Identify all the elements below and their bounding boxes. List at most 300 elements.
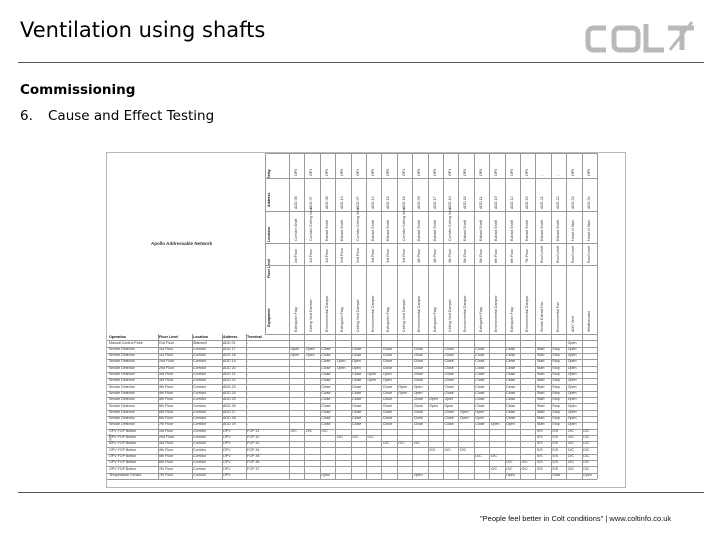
row-location: Corridor <box>193 384 206 389</box>
effect-cell: Close <box>382 403 393 408</box>
column-location: Corridor Ceiling Void <box>355 208 360 241</box>
row-location: Corridor <box>193 372 206 376</box>
column-location: Extract Shaft <box>525 220 529 241</box>
effect-cell: Stop <box>552 384 560 389</box>
row-address: ADD 27 <box>223 409 236 414</box>
effect-cell: Close <box>475 390 485 395</box>
effect-cell: O/C <box>336 435 344 439</box>
row-location: Corridor <box>193 435 206 439</box>
effect-cell: Close <box>506 403 516 408</box>
effect-cell: Close <box>352 384 362 389</box>
effect-cell: Start <box>536 365 545 370</box>
row-floor: 2nd Floor <box>159 435 175 439</box>
effect-cell: O/C <box>459 447 467 452</box>
grid-line-v <box>535 153 536 479</box>
grid-line-v <box>505 153 506 479</box>
effect-cell: Stop <box>552 372 560 376</box>
column-floor: 3rd Floor <box>386 248 391 263</box>
column-relay: OP0 <box>478 168 483 176</box>
effect-cell: Close <box>352 346 362 351</box>
effect-cell: S/S <box>536 460 543 465</box>
effect-cell: Close <box>382 346 393 351</box>
effect-cell: Close <box>321 384 331 389</box>
effect-cell: O/C <box>398 441 405 446</box>
effect-cell: Open <box>567 340 577 345</box>
effect-cell: S/S <box>536 466 543 471</box>
effect-cell: Open <box>429 397 438 402</box>
effect-cell: Open <box>321 472 331 477</box>
row-address: ADD 28 <box>223 416 236 421</box>
column-equipment: Extinguish Flag <box>478 307 483 332</box>
grid-line-v <box>366 153 367 479</box>
section-item <box>20 108 214 124</box>
row-header-label: Operation <box>109 334 126 339</box>
column-location: Extract Shaft <box>324 220 329 241</box>
effect-cell: Start <box>536 403 545 408</box>
effect-cell: Close <box>475 397 485 402</box>
effect-cell: O/C <box>567 447 575 452</box>
effect-cell: O/C <box>583 453 590 458</box>
column-address: ADD 15 <box>386 196 391 209</box>
effect-cell: Close <box>321 378 331 383</box>
effect-cell: Close <box>444 346 454 351</box>
column-relay: OP0 <box>294 168 298 176</box>
grid-line-v <box>489 153 490 479</box>
row-address: ADD 01 <box>223 340 236 345</box>
column-equipment: Ceiling Void Damper <box>401 299 406 332</box>
column-location: Corridor Ceiling Void <box>309 208 314 241</box>
effect-cell: Close <box>352 390 362 395</box>
column-address: ADD 19 <box>494 196 499 209</box>
grid-line-v <box>351 153 352 479</box>
effect-cell: Start <box>536 397 545 402</box>
row-location: Corridor <box>193 397 206 402</box>
row-floor: 3rd Floor <box>159 378 174 383</box>
legend-label: Legend <box>108 433 112 444</box>
effect-cell: Open <box>567 390 577 395</box>
row-operation: Smoke Detector <box>109 353 135 358</box>
row-address: ADD 25 <box>223 397 236 402</box>
effect-cell: Close <box>506 416 516 421</box>
grid-line-v <box>222 334 223 479</box>
row-floor: 7th Floor <box>159 422 174 427</box>
column-location: Corridor Ceiling Void <box>448 208 452 241</box>
effect-cell: Open <box>367 372 377 376</box>
grid-line-h <box>265 243 597 244</box>
row-address: ADD 29 <box>223 422 236 427</box>
effect-cell: O/C <box>521 466 528 471</box>
grid-line-h <box>107 473 597 474</box>
row-operation: Smoke Detector <box>109 422 135 427</box>
effect-cell: Stop <box>552 365 560 370</box>
column-address: ADD 10 <box>448 196 452 209</box>
row-operation: OPV FOP Button <box>109 441 137 446</box>
effect-cell: Close <box>506 359 516 364</box>
effect-cell: Close <box>506 365 516 370</box>
effect-cell: O/C <box>490 453 498 458</box>
effect-cell: Close <box>352 403 362 408</box>
effect-cell: Stop <box>552 403 560 408</box>
effect-cell: O/C <box>429 447 436 452</box>
column-address: ADD 20 <box>525 196 529 209</box>
column-location: Extract Shaft <box>417 220 422 241</box>
effect-cell: Close <box>382 416 393 421</box>
row-operation: Manual Control Point <box>109 340 143 345</box>
column-relay: OP1 <box>309 168 314 176</box>
row-floor: 6th Floor <box>159 460 174 465</box>
effect-cell: Close <box>352 372 362 376</box>
column-floor: 4th Floor <box>432 248 437 263</box>
effect-cell: O/C <box>413 441 421 446</box>
column-location: Head of Stair <box>586 220 591 241</box>
effect-cell: Close <box>413 378 423 383</box>
effect-cell: O/C <box>567 435 575 439</box>
row-floor: 2nd Floor <box>159 365 175 370</box>
column-address: ADD 17 <box>432 196 437 209</box>
row-address: ADD 26 <box>223 403 236 408</box>
effect-cell: Close <box>321 359 331 364</box>
column-address: ADD 06 <box>294 196 298 209</box>
effect-cell: O/C <box>490 466 498 471</box>
column-relay: OP0 <box>586 168 591 176</box>
column-equipment: Extinguish Flag <box>294 307 298 332</box>
grid-line-v <box>412 153 413 479</box>
effect-cell: Close <box>413 372 423 376</box>
row-operation: Smoke Detector <box>109 409 135 414</box>
effect-cell: Close <box>413 397 423 402</box>
row-address: OPV <box>223 466 231 471</box>
column-floor: 1st Floor <box>294 249 298 263</box>
effect-cell: Close <box>413 346 423 351</box>
row-terminal: - <box>247 409 249 414</box>
column-equipment: Environmental Damper <box>494 295 499 332</box>
column-floor: 1st Floor <box>309 249 314 263</box>
effect-cell: O/C <box>583 447 590 452</box>
row-terminal: - <box>247 353 249 358</box>
effect-cell: Open <box>398 390 408 395</box>
effect-cell: Close <box>382 397 393 402</box>
row-location: Corridor <box>193 447 206 452</box>
cause-effect-table <box>106 152 626 488</box>
effect-cell: Close <box>382 409 393 414</box>
effect-cell: Close <box>444 359 454 364</box>
effect-cell: Open <box>567 384 577 389</box>
column-equipment: AOV Vent <box>571 316 576 332</box>
effect-cell: O/C <box>444 447 451 452</box>
row-address: ADD 21 <box>223 372 236 376</box>
row-floor: 5th Floor <box>159 453 174 458</box>
row-floor: 7th Floor <box>159 472 174 477</box>
grid-line-v <box>520 153 521 479</box>
column-location: Extract Shaft <box>371 220 375 241</box>
effect-cell: Open <box>506 422 515 427</box>
effect-cell: Open <box>444 397 454 402</box>
effect-cell: O/C <box>367 435 374 439</box>
grid-line-h <box>265 334 597 335</box>
row-location: Corridor <box>193 378 206 383</box>
row-operation: Smoke Detector <box>109 346 135 351</box>
effect-cell: S/S <box>552 441 559 446</box>
column-address: ADD 22 <box>555 196 560 209</box>
effect-cell: Close <box>382 359 393 364</box>
effect-cell: Close <box>413 403 423 408</box>
column-equipment: Ceiling Void Damper <box>309 299 314 332</box>
row-address: OPV <box>223 472 231 477</box>
column-relay: OP0 <box>417 168 422 176</box>
column-address: ADD 07 <box>309 196 314 209</box>
effect-cell: Close <box>352 397 362 402</box>
effect-cell: Close <box>444 409 454 414</box>
row-location: Corridor <box>193 416 206 421</box>
effect-cell: Open <box>567 365 577 370</box>
effect-cell: Close <box>444 365 454 370</box>
column-floor: 6th Floor <box>494 248 499 263</box>
column-location: Corridor Ceiling Void <box>401 208 406 241</box>
effect-cell: Close <box>475 384 485 389</box>
column-address: ADD 07 <box>355 196 360 209</box>
effect-cell: O/C <box>583 428 590 433</box>
row-floor: 2nd Floor <box>159 359 175 364</box>
grid-line-v <box>397 153 398 479</box>
row-floor: 6th Floor <box>159 416 174 421</box>
row-location: Corridor <box>193 359 206 364</box>
column-equipment: Weathervane <box>586 310 591 332</box>
effect-cell: Close <box>475 353 485 358</box>
effect-cell: Start <box>536 353 545 358</box>
column-floor: 3rd Floor <box>371 248 375 263</box>
page-title: Ventilation using shafts <box>20 18 266 42</box>
effect-cell: Open <box>429 403 438 408</box>
column-location: Extract Shaft <box>509 220 514 241</box>
effect-cell: Close <box>321 409 331 414</box>
effect-cell: Close <box>444 353 454 358</box>
row-location: Corridor <box>193 403 206 408</box>
effect-cell: O/C <box>567 466 575 471</box>
effect-cell: Stop <box>552 359 560 364</box>
row-floor: 4th Floor <box>159 390 174 395</box>
grid-line-v <box>320 153 321 479</box>
effect-cell: Close <box>475 346 485 351</box>
row-operation: Temperature Sensor <box>109 472 142 477</box>
effect-cell: Close <box>321 372 331 376</box>
grid-line-h <box>107 454 597 455</box>
row-operation: Smoke Detector <box>109 384 135 389</box>
column-address: ADD 12 <box>509 196 514 209</box>
effect-cell: Open <box>398 384 408 389</box>
column-location: Extract Shaft <box>386 220 391 241</box>
grid-line-h <box>107 340 597 341</box>
row-terminal: - <box>247 378 249 383</box>
effect-cell: Close <box>321 353 331 358</box>
item-number: 6. <box>20 108 33 124</box>
row-terminal: FOP 37 <box>247 466 260 471</box>
effect-cell: O/C <box>290 428 297 433</box>
column-floor: 5th Floor <box>478 248 483 263</box>
row-address: OPV <box>223 453 231 458</box>
row-location: Corridor <box>193 365 206 370</box>
effect-cell: Close <box>506 409 516 414</box>
effect-cell: S/S <box>552 447 559 452</box>
effect-cell: Close <box>321 416 331 421</box>
row-floor: 7th Floor <box>159 466 174 471</box>
row-address: ADD 22 <box>223 378 236 383</box>
row-operation: Smoke Detector <box>109 365 135 370</box>
effect-cell: Open <box>567 416 577 421</box>
effect-cell: O/C <box>583 441 590 446</box>
effect-cell: S/S <box>536 447 543 452</box>
grid-line-v <box>304 153 305 479</box>
row-address: ADD 23 <box>223 384 236 389</box>
effect-cell: O/C <box>567 460 575 465</box>
header-label: Floor Level <box>267 258 271 278</box>
grid-line-v <box>158 334 159 479</box>
row-terminal: - <box>247 346 249 351</box>
effect-cell: Close <box>352 353 362 358</box>
effect-cell: Close <box>413 422 423 427</box>
column-relay: OP0 <box>509 168 514 176</box>
column-relay: OP1 <box>355 168 360 176</box>
row-operation: OPV FOP Button <box>109 435 137 439</box>
grid-line-h <box>265 153 597 154</box>
effect-cell: Stop <box>552 416 560 421</box>
effect-cell: Close <box>444 422 454 427</box>
column-floor: 2nd Floor <box>355 247 360 263</box>
effect-cell: Open <box>352 365 361 370</box>
row-address: OPV <box>223 447 231 452</box>
row-terminal: - <box>247 359 249 364</box>
row-terminal: FOP 32 <box>247 435 260 439</box>
effect-cell: O/C <box>382 441 390 446</box>
effect-cell: Open <box>583 472 592 477</box>
effect-cell: Close <box>475 372 485 376</box>
column-floor: Roof Level <box>555 245 560 263</box>
effect-cell: Stop <box>552 390 560 395</box>
effect-cell: Open <box>490 422 500 427</box>
effect-cell: Open <box>336 359 346 364</box>
row-floor: 1st Floor <box>159 346 173 351</box>
effect-cell: S/S <box>536 428 543 433</box>
item-text: Cause and Effect Testing <box>48 108 215 124</box>
column-equipment: Smoke Extract Fan <box>540 301 545 332</box>
grid-line-v <box>597 153 598 479</box>
column-relay: OP0 <box>324 168 329 176</box>
row-terminal: - <box>247 365 249 370</box>
effect-cell: Close <box>444 372 454 376</box>
effect-cell: Open <box>567 346 577 351</box>
row-operation: OPV FOP Button <box>109 428 137 433</box>
column-address: ADD 16 <box>401 196 406 209</box>
column-relay: OP0 <box>432 168 437 176</box>
row-location: Corridor <box>193 472 206 477</box>
row-operation: Smoke Detector <box>109 390 135 395</box>
colt-logo <box>584 20 698 56</box>
effect-cell: Start <box>536 384 545 389</box>
effect-cell: Open <box>459 416 469 421</box>
row-location: Corridor <box>193 422 206 427</box>
effect-cell: O/C <box>567 441 575 446</box>
effect-cell: Start <box>536 346 545 351</box>
column-floor: 4th Floor <box>417 248 422 263</box>
row-floor: 1st Floor <box>159 428 173 433</box>
row-terminal: FOP 36 <box>247 460 260 465</box>
effect-cell: Close <box>352 422 362 427</box>
effect-cell: Open <box>290 353 300 358</box>
grid-line-v <box>192 334 193 479</box>
effect-cell: Close <box>413 416 423 421</box>
effect-cell: Start <box>536 359 545 364</box>
column-address: ADD 33 <box>571 196 576 209</box>
effect-cell: Close <box>352 409 362 414</box>
effect-cell: Close <box>444 416 454 421</box>
column-relay: OP0 <box>525 168 529 176</box>
row-operation: Smoke Detector <box>109 403 135 408</box>
column-equipment: Environmental Fan <box>555 301 560 332</box>
grid-line-v <box>443 153 444 479</box>
column-relay: - <box>555 174 560 176</box>
column-floor: 1st Floor <box>324 249 329 263</box>
row-location: Corridor <box>193 460 206 465</box>
column-address: ADD 13 <box>340 196 345 209</box>
header-label: Relay <box>267 169 271 179</box>
row-location: Corridor <box>193 353 206 358</box>
grid-line-v <box>551 153 552 479</box>
row-floor: Grd Floor <box>159 340 175 345</box>
column-equipment: Environmental Damper <box>324 295 329 332</box>
effect-cell: O/C <box>583 435 590 439</box>
footer-text: "People feel better in Colt conditions" | www.coltinfo.co.uk <box>480 514 672 523</box>
effect-cell: Start <box>552 472 560 477</box>
effect-cell: Close <box>413 365 423 370</box>
effect-cell: Close <box>413 359 423 364</box>
effect-cell: Close <box>506 378 516 383</box>
row-floor: 4th Floor <box>159 384 174 389</box>
column-equipment: Extinguish Flag <box>509 307 514 332</box>
effect-cell: Open <box>336 365 346 370</box>
effect-cell: Close <box>444 378 454 383</box>
effect-cell: Open <box>459 409 469 414</box>
grid-line-v <box>335 153 336 479</box>
column-relay: OP0 <box>340 168 345 176</box>
column-location: Head of Stair <box>571 220 576 241</box>
effect-cell: Open <box>475 416 485 421</box>
row-address: OPV <box>223 428 231 433</box>
row-location: Corridor <box>193 441 206 446</box>
effect-cell: Open <box>567 353 577 358</box>
row-operation: OPV FOP Button <box>109 453 137 458</box>
effect-cell: Close <box>382 353 393 358</box>
effect-cell: Close <box>506 346 516 351</box>
effect-cell: Close <box>506 390 516 395</box>
column-floor: 6th Floor <box>509 248 514 263</box>
effect-cell: Close <box>506 372 516 376</box>
effect-cell: Close <box>475 365 485 370</box>
effect-cell: Open <box>567 378 577 383</box>
row-address: OPV <box>223 441 231 446</box>
effect-cell: Close <box>321 403 331 408</box>
effect-cell: O/C <box>506 460 513 465</box>
effect-cell: Close <box>475 359 485 364</box>
row-location: Corridor <box>193 390 206 395</box>
row-terminal: - <box>247 340 249 345</box>
effect-cell: Stop <box>552 353 560 358</box>
effect-cell: Start <box>536 416 545 421</box>
header-label: Equipment <box>267 308 271 327</box>
grid-line-v <box>458 153 459 479</box>
effect-cell: O/C <box>567 453 575 458</box>
effect-cell: S/S <box>552 453 559 458</box>
column-floor: 5th Floor <box>463 248 468 263</box>
row-location: Corridor <box>193 428 206 433</box>
